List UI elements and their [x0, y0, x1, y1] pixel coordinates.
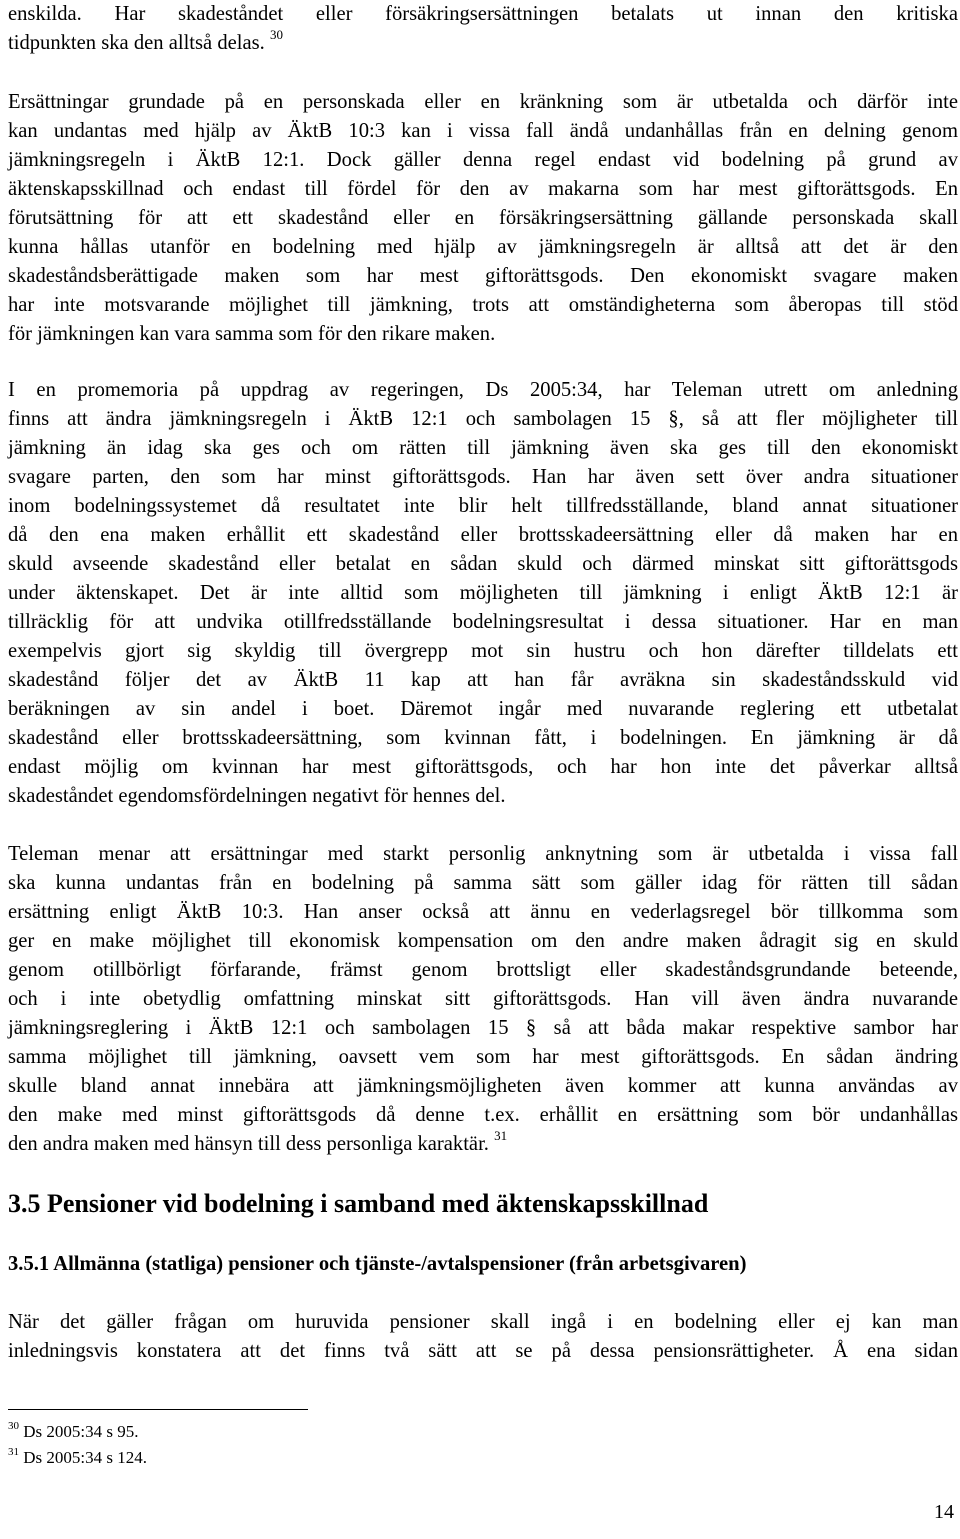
- footnote-ref-30[interactable]: 30: [269, 27, 283, 43]
- paragraph-line: skadeståndsberättigade maken som har mest giftorättsgods. Den ekonomiskt svagare maken: [8, 265, 958, 287]
- section-heading-3-5: 3.5 Pensioner vid bodelning i samband med äktenskapsskillnad: [8, 1189, 709, 1218]
- paragraph-line: finns att ändra jämkningsregeln i ÄktB 12:1 och sambolagen 15 §, så att fler möjligheter till: [8, 408, 958, 430]
- paragraph-line: Teleman menar att ersättningar med starkt personlig anknytning som är utbetalda i vissa fall: [8, 843, 958, 865]
- paragraph-line: samma möjlighet till jämkning, oavsett vem som har mest giftorättsgods. En sådan ändring: [8, 1046, 958, 1068]
- paragraph-line: den andra maken med hänsyn till dess personliga karaktär. $^{31}$: [8, 1128, 508, 1155]
- paragraph-line: skulle bland annat innebära att jämkningsmöjligheten även kommer att kunna användas av: [8, 1075, 958, 1097]
- paragraph-line: inledningsvis konstatera att det finns två sätt att se på dessa pensionsrättigheter. Å ena sidan: [8, 1340, 958, 1362]
- paragraph-5: [8, 1308, 958, 1366]
- footnote-text: Ds 2005:34 s 95.: [23, 1422, 139, 1441]
- paragraph-line: skadeståndet egendomsfördelningen negativt för hennes del.: [8, 785, 506, 807]
- paragraph-line: inom bodelningssystemet då resultatet inte blir helt tillfredsställande, bland annat situationer: [8, 495, 958, 517]
- paragraph-line: och i inte obetydlig omfattning minskat sitt giftorättsgods. Han vill även ändra nuvarande: [8, 988, 958, 1010]
- paragraph-1: [8, 0, 958, 58]
- footnote-31: [8, 1446, 147, 1470]
- paragraph-line: svagare parten, den som har minst giftorättsgods. Han har även sett över andra situationer: [8, 466, 958, 488]
- paragraph-line: beräkningen av sin andel i boet. Däremot ingår med nuvarande reglering ett utbetalat: [8, 698, 958, 720]
- paragraph-line: endast möjlig om kvinnan har mest giftorättsgods, och har hon inte det påverkar alltså: [8, 756, 958, 778]
- paragraph-line: kan undantas med hjälp av ÄktB 10:3 kan i vissa fall ändå undanhållas från en delning genom: [8, 120, 958, 142]
- paragraph-line: har inte motsvarande möjlighet till jämkning, trots att omständigheterna som åberopas till stöd: [8, 294, 958, 316]
- paragraph-4: [8, 840, 958, 1159]
- paragraph-line: ger en make möjlighet till ekonomisk kompensation om den andre maken ådragit sig en skuld: [8, 930, 958, 952]
- paragraph-line: förutsättning för att ett skadestånd eller en försäkringsersättning gällande personskada skall: [8, 207, 958, 229]
- paragraph-line: under äktenskapet. Det är inte alltid som möjligheten till jämkning i enligt ÄktB 12:1 är: [8, 582, 958, 604]
- footnote-number: 30: [8, 1420, 19, 1433]
- paragraph-2: [8, 88, 958, 349]
- paragraph-line: skuld avseende skadestånd eller betalat en sådan skuld och därmed minskat sitt giftorättsgods: [8, 553, 958, 575]
- paragraph-line: exempelvis gjort sig skyldig till övergrepp mot sin hustru och hon därefter tilldelats ett: [8, 640, 958, 662]
- footnote-separator: [8, 1409, 308, 1410]
- paragraph-line: genom otillbörligt förfarande, främst genom brottsligt eller skadeståndsgrundande beteende,: [8, 959, 958, 981]
- paragraph-line: skadestånd eller brottsskadeersättning, som kvinnan fått, i bodelningen. En jämkning är då: [8, 727, 958, 749]
- paragraph-line: den make med minst giftorättsgods då denne t.ex. erhållit en ersättning som bör undanhållas: [8, 1104, 958, 1126]
- paragraph-line: I en promemoria på uppdrag av regeringen, Ds 2005:34, har Teleman utrett om anledning: [8, 379, 958, 401]
- page-number: 14: [934, 1501, 954, 1523]
- subsection-heading-3-5-1: 3.5.1 Allmänna (statliga) pensioner och tjänste-/avtalspensioner (från arbetsgivaren): [8, 1253, 747, 1275]
- paragraph-line: enskilda. Har skadeståndet eller försäkringsersättningen betalats ut innan den kritiska: [8, 3, 958, 25]
- paragraph-line: skadestånd följer det av ÄktB 11 kap att han får avräkna sin skadeståndsskuld vid: [8, 669, 958, 691]
- footnote-ref-31[interactable]: 31: [494, 1128, 508, 1144]
- paragraph-line: ska kunna undantas från en bodelning på samma sätt som gäller idag för rätten till sådan: [8, 872, 958, 894]
- paragraph-line: tidpunkten ska den alltså delas. $^{30}$: [8, 27, 283, 54]
- paragraph-line: jämkningsregeln i ÄktB 12:1. Dock gäller denna regel endast vid bodelning på grund av: [8, 149, 958, 171]
- paragraph-line: då den ena maken erhållit ett skadestånd eller brottsskadeersättning eller då maken har en: [8, 524, 958, 546]
- footnote-text: Ds 2005:34 s 124.: [23, 1448, 147, 1467]
- footnote-30: [8, 1420, 138, 1444]
- paragraph-3: [8, 376, 958, 811]
- paragraph-line: Ersättningar grundade på en personskada eller en kränkning som är utbetalda och därför inte: [8, 91, 958, 113]
- paragraph-line: jämkning än idag ska ges och om rätten till jämkning även ska ges till den ekonomiskt: [8, 437, 958, 459]
- paragraph-line: tillräcklig för att undvika otillfredsställande bodelningsresultat i dessa situationer. Har en man: [8, 611, 958, 633]
- paragraph-line: kunna hållas utanför en bodelning med hjälp av jämkningsregeln är alltså att det är den: [8, 236, 958, 258]
- paragraph-line: jämkningsreglering i ÄktB 12:1 och sambolagen 15 § så att båda makar respektive sambor har: [8, 1017, 958, 1039]
- paragraph-line: äktenskapsskillnad och endast till fördel för den av makarna som har mest giftorättsgods. En: [8, 178, 958, 200]
- paragraph-line: När det gäller frågan om huruvida pensioner skall ingå i en bodelning eller ej kan man: [8, 1311, 958, 1333]
- footnote-number: 31: [8, 1446, 19, 1459]
- paragraph-line: ersättning enligt ÄktB 10:3. Han anser också att ännu en vederlagsregel bör tillkomma som: [8, 901, 958, 923]
- paragraph-line: för jämkningen kan vara samma som för den rikare maken.: [8, 323, 496, 345]
